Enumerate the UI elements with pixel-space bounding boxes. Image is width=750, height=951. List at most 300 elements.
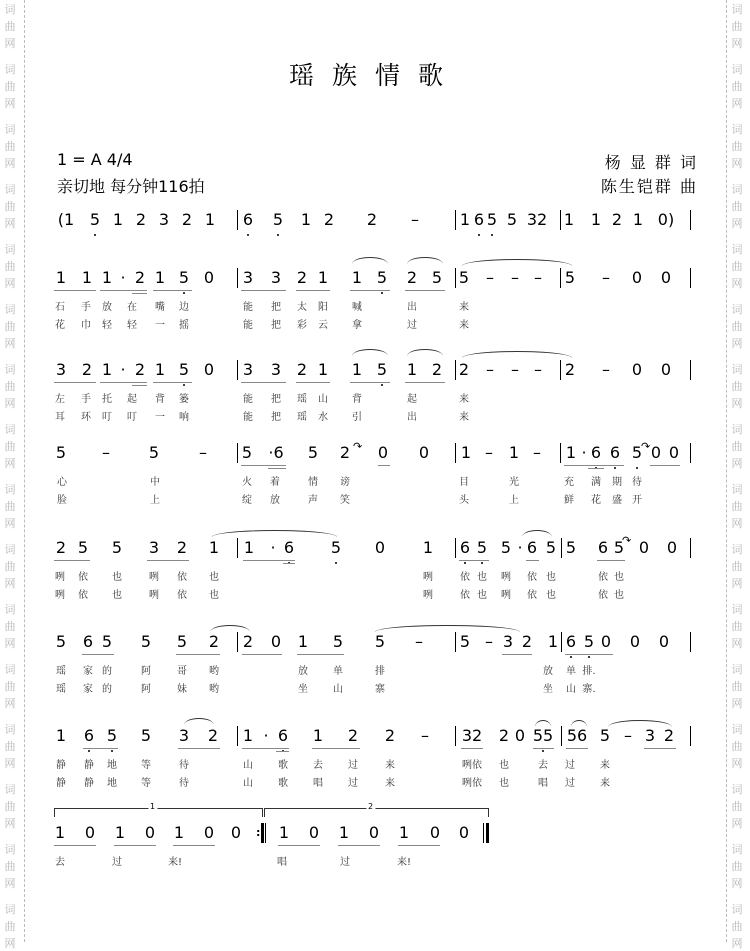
note: 5 — [178, 360, 190, 379]
watermark-char: 网 — [731, 697, 743, 710]
note: 6 — [473, 210, 485, 229]
barline — [690, 210, 691, 230]
barline — [560, 360, 561, 380]
note: 1 — [547, 632, 559, 651]
watermark-char: 网 — [4, 37, 16, 50]
note: 5 — [500, 538, 512, 557]
note: – — [602, 360, 610, 379]
lyric-syllable: 山 — [243, 778, 253, 789]
lyric-syllable: 咧 — [55, 590, 65, 601]
lyric-syllable: 排. — [582, 666, 596, 677]
note: 2 — [431, 360, 443, 379]
lyric-syllable: 在 — [127, 302, 137, 313]
note: 5 — [140, 726, 152, 745]
barline — [690, 632, 691, 652]
note: 2 — [55, 538, 67, 557]
lyric-syllable: 也 — [209, 590, 219, 601]
note: 1 — [204, 210, 216, 229]
note: 2 — [406, 268, 418, 287]
barline — [237, 210, 238, 230]
note: 1 — [154, 360, 166, 379]
low-octave-dot — [111, 750, 113, 752]
lyric-syllable: 中 — [150, 477, 160, 488]
watermark-char: 词 — [4, 63, 16, 76]
lyric-syllable: 等 — [141, 760, 151, 771]
lyric-syllable: 阿 — [141, 666, 151, 677]
watermark-char: 词 — [731, 483, 743, 496]
watermark-char: 曲 — [731, 800, 743, 813]
watermark-char: 词 — [731, 783, 743, 796]
note: – — [421, 726, 429, 745]
watermark-char: 网 — [731, 277, 743, 290]
lyric-syllable: 轻 — [127, 320, 137, 331]
lyric-syllable: 着 — [270, 477, 280, 488]
watermark-char: 曲 — [4, 500, 16, 513]
watermark-char: 网 — [4, 217, 16, 230]
note: 0 — [600, 632, 612, 651]
watermark-char: 网 — [4, 877, 16, 890]
lyric-syllable: 去 — [538, 760, 548, 771]
note: 5 — [631, 443, 643, 462]
note: 0 — [666, 538, 678, 557]
note: 1 — [351, 360, 363, 379]
watermark-char: 网 — [4, 337, 16, 350]
note: 0 — [650, 443, 662, 462]
watermark-column-right — [726, 0, 750, 950]
lyric-syllable: 也 — [477, 572, 487, 583]
note: 2 — [134, 360, 146, 379]
note: 1 — [81, 268, 93, 287]
note: 5 — [330, 538, 342, 557]
lyric-syllable: 山 — [243, 760, 253, 771]
watermark-char: 网 — [4, 517, 16, 530]
barline — [455, 726, 456, 746]
note: 5 — [599, 726, 611, 745]
watermark-char: 词 — [731, 363, 743, 376]
watermark-char: 词 — [731, 303, 743, 316]
lyric-syllable: 能 — [243, 394, 253, 405]
lyric-syllable: 咧 — [501, 590, 511, 601]
note: 1 — [351, 268, 363, 287]
low-octave-dot — [491, 234, 493, 236]
watermark-char: 曲 — [731, 500, 743, 513]
lyric-syllable: 地 — [107, 778, 117, 789]
note: 0 — [230, 823, 242, 842]
lyric-syllable: 放 — [298, 666, 308, 677]
barline — [455, 538, 456, 558]
lyric-syllable: 来 — [459, 320, 469, 331]
song-title: 瑶族情歌 — [288, 61, 461, 90]
watermark-char: 曲 — [4, 80, 16, 93]
lyric-syllable: 花 — [591, 495, 601, 506]
lyric-syllable: 叮 — [102, 412, 112, 423]
watermark-char: 网 — [731, 877, 743, 890]
note: 2 — [323, 210, 335, 229]
watermark-char: 曲 — [731, 920, 743, 933]
note: 5 — [178, 268, 190, 287]
watermark-char: 词 — [4, 843, 16, 856]
watermark-char: 词 — [4, 363, 16, 376]
note: 5 — [77, 538, 89, 557]
lyric-syllable: 托 — [102, 394, 112, 405]
lyric-syllable: 背 — [352, 394, 362, 405]
note: 2 — [134, 268, 146, 287]
watermark-char: 曲 — [4, 860, 16, 873]
barline — [455, 268, 456, 288]
note: 2 — [458, 360, 470, 379]
lyric-syllable: 也 — [112, 590, 122, 601]
note: 1 — [173, 823, 185, 842]
lyric-syllable: 摇 — [179, 320, 189, 331]
low-octave-dot — [94, 234, 96, 236]
lyric-syllable: 响 — [179, 412, 189, 423]
watermark-char: 词 — [4, 663, 16, 676]
lyric-syllable: 过 — [565, 778, 575, 789]
lyric-syllable: 手 — [81, 394, 91, 405]
barline — [690, 443, 691, 463]
lyric-syllable: 待 — [632, 477, 642, 488]
lyric-syllable: 心 — [57, 477, 67, 488]
watermark-char: 词 — [4, 723, 16, 736]
lyric-syllable: 放 — [102, 302, 112, 313]
barline — [237, 726, 238, 746]
note: 0 — [270, 632, 282, 651]
note: 1 — [459, 210, 471, 229]
lyric-syllable: 巾 — [81, 320, 91, 331]
note: 0) — [657, 210, 675, 229]
note: 5 — [307, 443, 319, 462]
watermark-char: 词 — [731, 3, 743, 16]
final-barline-thin — [483, 823, 484, 843]
volta-number: 1 — [149, 802, 156, 811]
lyric-syllable: 依 — [527, 572, 537, 583]
volta-bracket — [264, 808, 489, 817]
note: 5 — [545, 538, 557, 557]
lyric-syllable: 云 — [318, 320, 328, 331]
lyric-syllable: 也 — [546, 572, 556, 583]
lyric-syllable: 山 — [333, 684, 343, 695]
note: 0 — [144, 823, 156, 842]
lyric-syllable: 左 — [55, 394, 65, 405]
note: 5 — [55, 632, 67, 651]
watermark-char: 网 — [4, 277, 16, 290]
watermark-char: 词 — [4, 483, 16, 496]
lyric-syllable: 阳 — [318, 302, 328, 313]
watermark-char: 曲 — [4, 920, 16, 933]
watermark-char: 曲 — [731, 260, 743, 273]
watermark-char: 网 — [731, 637, 743, 650]
lyric-syllable: 光 — [509, 477, 519, 488]
note: 1 — [508, 443, 520, 462]
watermark-char: 词 — [731, 663, 743, 676]
lyric-syllable: 上 — [150, 495, 160, 506]
note: 5 — [272, 210, 284, 229]
watermark-char: 曲 — [731, 860, 743, 873]
lyric-syllable: 坐 — [298, 684, 308, 695]
lyric-syllable: 开 — [632, 495, 642, 506]
note: 3 — [502, 632, 514, 651]
watermark-char: 曲 — [4, 620, 16, 633]
note: 0 — [203, 360, 215, 379]
watermark-column-left — [0, 0, 25, 950]
note: 0 — [631, 360, 643, 379]
note: 2 — [135, 210, 147, 229]
note: 0 — [631, 268, 643, 287]
watermark-char: 词 — [731, 423, 743, 436]
low-octave-dot — [381, 384, 383, 386]
low-octave-dot — [464, 562, 466, 564]
note: 3 — [644, 726, 656, 745]
lyric-syllable: 的 — [102, 666, 112, 677]
barline — [561, 726, 562, 746]
watermark-char: 词 — [731, 243, 743, 256]
lyric-syllable: 能 — [243, 412, 253, 423]
lyric-syllable: 来 — [385, 778, 395, 789]
lyric-syllable: 出 — [407, 302, 417, 313]
lyric-syllable: 妹 — [177, 684, 187, 695]
low-octave-dot — [614, 467, 616, 469]
lyric-syllable: 等 — [141, 778, 151, 789]
note: 5 — [89, 210, 101, 229]
watermark-char: 网 — [731, 517, 743, 530]
note: 2 — [81, 360, 93, 379]
watermark-char: 曲 — [731, 740, 743, 753]
barline — [237, 538, 238, 558]
lyric-syllable: 一 — [155, 412, 165, 423]
watermark-char: 曲 — [4, 20, 16, 33]
lyric-syllable: 瑶 — [56, 684, 66, 695]
lyric-syllable: 把 — [271, 412, 281, 423]
lyric-syllable: 静 — [84, 760, 94, 771]
watermark-char: 曲 — [731, 200, 743, 213]
lyric-syllable: 来 — [600, 760, 610, 771]
watermark-char: 网 — [4, 637, 16, 650]
watermark-char: 网 — [731, 577, 743, 590]
lyric-syllable: 去 — [313, 760, 323, 771]
note: 5 — [431, 268, 443, 287]
note: 6 — [283, 538, 295, 557]
watermark-char: 词 — [4, 243, 16, 256]
watermark-char: 曲 — [4, 380, 16, 393]
lyric-syllable: 满 — [591, 477, 601, 488]
note: 1 — [317, 360, 329, 379]
note: 6 — [242, 210, 254, 229]
watermark-char: 曲 — [731, 380, 743, 393]
note: 1 — [101, 268, 113, 287]
lyric-syllable: 叮 — [127, 412, 137, 423]
note: 1 — [278, 823, 290, 842]
low-octave-dot — [588, 656, 590, 658]
note: 5 — [565, 538, 577, 557]
lyric-syllable: 也 — [477, 590, 487, 601]
lyric-syllable: 来 — [600, 778, 610, 789]
low-octave-dot — [636, 467, 638, 469]
lyric-syllable: 阿 — [141, 684, 151, 695]
lyric-syllable: 依 — [177, 590, 187, 601]
watermark-char: 网 — [731, 937, 743, 950]
watermark-char: 曲 — [731, 680, 743, 693]
lyric-syllable: 寨. — [582, 684, 596, 695]
lyricist-credit: 杨 显 群 词 — [604, 153, 698, 172]
lyric-syllable: 盛 — [612, 495, 622, 506]
note: 0 — [660, 360, 672, 379]
lyric-syllable: 放 — [543, 666, 553, 677]
lyric-syllable: 把 — [271, 302, 281, 313]
breath-mark-icon: ↷ — [641, 440, 651, 453]
low-octave-dot — [570, 656, 572, 658]
note: 1 — [338, 823, 350, 842]
note: 1 — [422, 538, 434, 557]
composer-credit: 陈生铠群 曲 — [600, 177, 698, 196]
note: 6 — [82, 632, 94, 651]
lyric-syllable: 坐 — [543, 684, 553, 695]
lyric-syllable: 起 — [127, 394, 137, 405]
lyric-syllable: 咧 — [149, 590, 159, 601]
note: 5 — [376, 268, 388, 287]
lyric-syllable: 过 — [407, 320, 417, 331]
lyric-syllable: 依 — [177, 572, 187, 583]
note: 1 — [55, 726, 67, 745]
note: 2 — [296, 360, 308, 379]
note: – — [534, 360, 542, 379]
note: 1 — [406, 360, 418, 379]
note: 6 — [277, 726, 289, 745]
lyric-syllable: 一 — [155, 320, 165, 331]
note: 1 — [460, 443, 472, 462]
lyric-syllable: 能 — [243, 302, 253, 313]
barline — [560, 210, 561, 230]
low-octave-dot — [88, 750, 90, 752]
note: 56 — [566, 726, 588, 745]
barline — [690, 360, 691, 380]
lyric-syllable: 喊 — [352, 302, 362, 313]
note: 5 — [241, 443, 253, 462]
note: 0 — [658, 632, 670, 651]
volta-bracket — [54, 808, 263, 817]
lyric-syllable: 咧依 — [462, 760, 482, 771]
watermark-char: 词 — [731, 543, 743, 556]
note: 0 — [203, 268, 215, 287]
lyric-syllable: 歌 — [278, 778, 288, 789]
watermark-char: 曲 — [4, 320, 16, 333]
low-octave-dot — [381, 292, 383, 294]
lyric-syllable: 也 — [209, 572, 219, 583]
barline — [561, 538, 562, 558]
note: 55 — [532, 726, 554, 745]
barline — [237, 268, 238, 288]
low-octave-dot — [183, 292, 185, 294]
lyric-syllable: 来 — [459, 412, 469, 423]
lyric-syllable: 把 — [271, 320, 281, 331]
lyric-syllable: 依 — [460, 590, 470, 601]
note: 5 — [332, 632, 344, 651]
lyric-syllable: 依 — [598, 590, 608, 601]
watermark-char: 网 — [4, 577, 16, 590]
note: 5 — [376, 360, 388, 379]
note: 0 — [629, 632, 641, 651]
lyric-syllable: 咧 — [423, 590, 433, 601]
watermark-char: 网 — [731, 217, 743, 230]
lyric-syllable: 过 — [348, 760, 358, 771]
watermark-char: 曲 — [731, 620, 743, 633]
watermark-char: 网 — [731, 817, 743, 830]
note: 2 — [208, 632, 220, 651]
lyric-syllable: 能 — [243, 320, 253, 331]
lyric-syllable: 寨 — [375, 684, 385, 695]
barline — [237, 443, 238, 463]
barline — [561, 632, 562, 652]
note: 2 — [207, 726, 219, 745]
barline — [455, 632, 456, 652]
lyric-syllable: 放 — [270, 495, 280, 506]
watermark-char: 曲 — [4, 200, 16, 213]
watermark-char: 曲 — [731, 20, 743, 33]
low-octave-dot — [542, 750, 544, 752]
lyric-syllable: 太 — [297, 302, 307, 313]
note: – — [102, 443, 110, 462]
note: 1 — [243, 538, 255, 557]
note: 5 — [176, 632, 188, 651]
watermark-char: 曲 — [4, 140, 16, 153]
note: 2 — [339, 443, 351, 462]
low-octave-dot — [247, 234, 249, 236]
lyric-syllable: 单 — [333, 666, 343, 677]
watermark-char: 词 — [4, 543, 16, 556]
lyric-syllable: 排 — [375, 666, 385, 677]
note: – — [485, 443, 493, 462]
barline — [455, 443, 456, 463]
lyric-syllable: 来! — [167, 857, 183, 868]
lyric-syllable: 过 — [112, 857, 122, 868]
watermark-char: 网 — [4, 937, 16, 950]
lyric-syllable: 家 — [83, 666, 93, 677]
note: – — [511, 268, 519, 287]
watermark-char: 词 — [731, 123, 743, 136]
lyric-syllable: 哟 — [209, 684, 219, 695]
lyric-syllable: 依 — [527, 590, 537, 601]
note: 6 — [565, 632, 577, 651]
note: 2 — [498, 726, 510, 745]
final-barline-thick — [486, 823, 489, 843]
lyric-syllable: 去 — [55, 857, 65, 868]
note: 1 — [101, 360, 113, 379]
note: ·6 — [268, 443, 284, 462]
watermark-char: 曲 — [4, 260, 16, 273]
watermark-char: 曲 — [4, 740, 16, 753]
note: 3 — [270, 268, 282, 287]
watermark-char: 词 — [731, 63, 743, 76]
note: 0 — [374, 538, 386, 557]
note: 0 — [377, 443, 389, 462]
lyric-syllable: 花 — [55, 320, 65, 331]
watermark-char: 网 — [731, 37, 743, 50]
lyric-syllable: 篓 — [179, 394, 189, 405]
note: 5 — [140, 632, 152, 651]
watermark-char: 曲 — [731, 560, 743, 573]
note: 2 — [347, 726, 359, 745]
note: 5 — [564, 268, 576, 287]
watermark-char: 曲 — [731, 440, 743, 453]
watermark-char: 词 — [731, 723, 743, 736]
lyric-syllable: 瑶 — [297, 394, 307, 405]
tempo-marking: 亲切地 每分钟116拍 — [57, 177, 205, 196]
breath-mark-icon: ↷ — [353, 440, 363, 453]
note: – — [486, 360, 494, 379]
note: 5 — [506, 210, 518, 229]
note: 6 — [526, 538, 538, 557]
lyric-syllable: 咧 — [501, 572, 511, 583]
watermark-char: 网 — [4, 757, 16, 770]
